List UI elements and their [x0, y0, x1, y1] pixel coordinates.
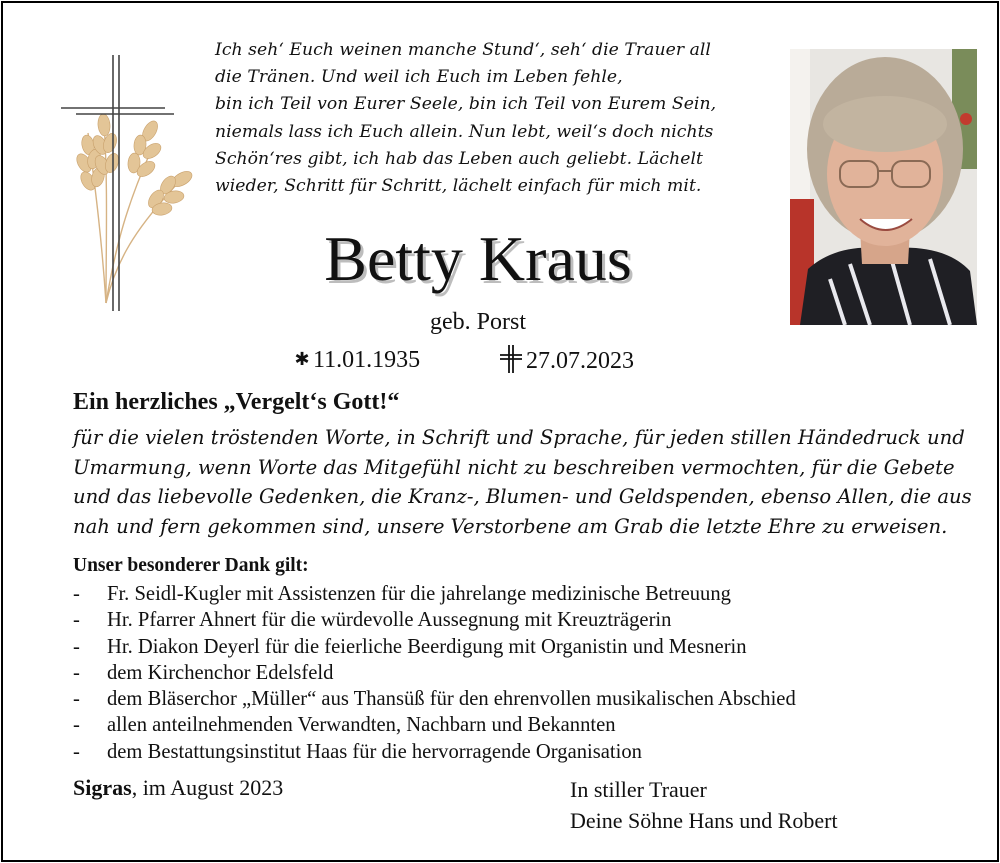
- bullet-dash: -: [73, 688, 80, 711]
- poem-line: die Tränen. Und weil ich Euch im Leben fehle,: [215, 67, 623, 88]
- double-cross-icon: [498, 344, 524, 374]
- birth-date: 11.01.1935: [313, 347, 421, 373]
- thanks-line: und das liebevolle Gedenken, die Kranz-, Blumen- und Geldspenden, ebenso Allen, die aus: [73, 485, 972, 508]
- list-item-text: dem Bestattungsinstitut Haas für die hervorragende Organisation: [107, 740, 642, 763]
- thanks-text: [73, 423, 973, 541]
- list-item: [73, 739, 973, 765]
- cross-with-wheat-icon: [58, 53, 198, 318]
- list-item: [73, 634, 973, 660]
- bullet-dash: -: [73, 609, 80, 632]
- death-date-row: [498, 344, 634, 376]
- list-item-text: Hr. Diakon Deyerl für die feierliche Beerdigung mit Organistin und Mesnerin: [107, 635, 747, 658]
- bullet-dash: -: [73, 714, 80, 737]
- mourners: [570, 774, 838, 836]
- thanks-title: Ein herzliches „Vergelt‘s Gott!“: [73, 389, 400, 415]
- date-text: , im August 2023: [131, 775, 284, 800]
- poem-line: wieder, Schritt für Schritt, lächelt einfach für mich mit.: [215, 176, 702, 197]
- portrait-photo: [790, 49, 977, 325]
- list-item: [73, 686, 973, 712]
- birth-date-row: [291, 344, 420, 375]
- obituary-card: [1, 1, 999, 862]
- star-icon: ✱: [294, 349, 310, 369]
- bullet-dash: -: [73, 583, 80, 605]
- maiden-name: geb. Porst: [430, 309, 526, 335]
- place-name: Sigras: [73, 775, 132, 800]
- list-item-text: Hr. Pfarrer Ahnert für die würdevolle Aussegnung mit Kreuzträgerin: [107, 609, 672, 632]
- bullet-dash: -: [73, 661, 80, 684]
- list-item: [73, 660, 973, 686]
- thanks-line: nah und fern gekommen sind, unsere Verstorbene am Grab die letzte Ehre zu erweisen.: [73, 514, 948, 538]
- list-item: [73, 581, 973, 607]
- deceased-name: Betty Kraus: [324, 223, 632, 294]
- place-date: [73, 774, 283, 802]
- poem-line: bin ich Teil von Eurer Seele, bin ich Teil von Eurem Sein,: [215, 94, 717, 115]
- list-item-text: dem Kirchenchor Edelsfeld: [107, 661, 334, 684]
- list-item: [73, 607, 973, 633]
- poem: [215, 37, 775, 200]
- mourning-line: In stiller Trauer: [570, 777, 707, 802]
- thanks-line: für die vielen tröstenden Worte, in Schrift und Sprache, für jeden stillen Händedruck und: [73, 426, 965, 449]
- thanks-line: Umarmung, wenn Worte das Mitgefühl nicht zu beschreiben vermochten, für die Gebete: [73, 455, 955, 479]
- list-item: [73, 712, 973, 738]
- poem-line: Ich seh‘ Euch weinen manche Stund‘, seh‘ die Trauer all: [215, 40, 711, 60]
- death-date: 27.07.2023: [526, 348, 634, 374]
- list-item-text: dem Bläserchor „Müller“ aus Thansüß für den ehrenvollen musikalischen Abschied: [107, 688, 796, 711]
- list-item-text: allen anteilnehmenden Verwandten, Nachbarn und Bekannten: [107, 714, 616, 737]
- signature: Deine Söhne Hans und Robert: [570, 808, 838, 833]
- poem-line: niemals lass ich Euch allein. Nun lebt, weil‘s doch nichts: [215, 121, 714, 142]
- bullet-dash: -: [73, 635, 80, 658]
- bullet-dash: -: [73, 740, 80, 763]
- special-thanks-title: Unser besonderer Dank gilt:: [73, 555, 309, 576]
- special-thanks-list: [73, 581, 973, 765]
- list-item-text: Fr. Seidl-Kugler mit Assistenzen für die jahrelange medizinische Betreuung: [107, 583, 731, 605]
- poem-line: Schön‘res gibt, ich hab das Leben auch geliebt. Lächelt: [215, 148, 703, 169]
